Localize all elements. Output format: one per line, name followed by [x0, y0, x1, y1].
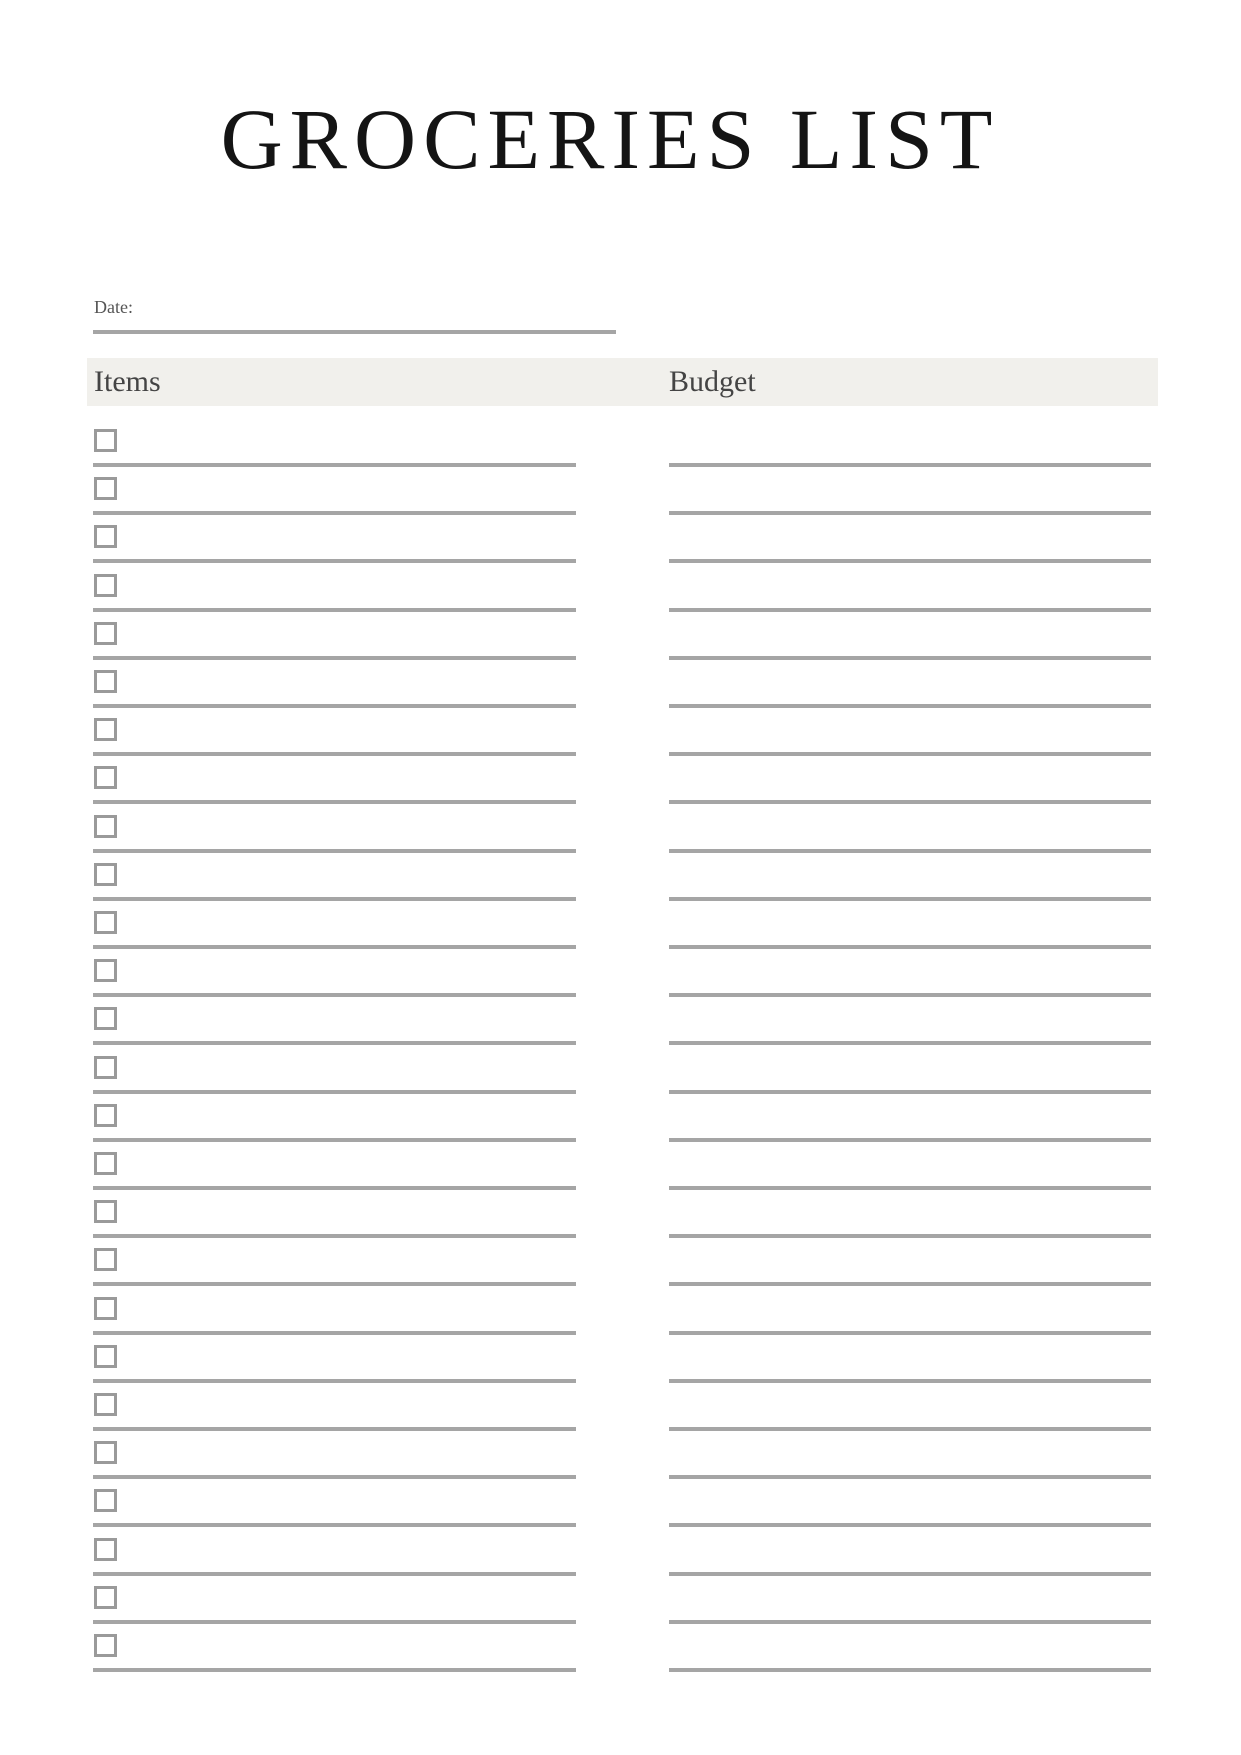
list-row: [0, 863, 1241, 911]
list-row: [0, 1297, 1241, 1345]
item-checkbox[interactable]: [94, 863, 117, 886]
list-row: [0, 1007, 1241, 1055]
item-entry-line[interactable]: [93, 1572, 576, 1576]
item-checkbox[interactable]: [94, 574, 117, 597]
list-row: [0, 815, 1241, 863]
list-row: [0, 1489, 1241, 1537]
item-entry-line[interactable]: [93, 1523, 576, 1527]
item-entry-line[interactable]: [93, 1427, 576, 1431]
list-row: [0, 1152, 1241, 1200]
list-row: [0, 1634, 1241, 1682]
item-entry-line[interactable]: [93, 511, 576, 515]
item-entry-line[interactable]: [93, 1379, 576, 1383]
item-entry-line[interactable]: [93, 1138, 576, 1142]
item-checkbox[interactable]: [94, 1104, 117, 1127]
list-row: [0, 525, 1241, 573]
list-row: [0, 766, 1241, 814]
item-checkbox[interactable]: [94, 718, 117, 741]
budget-column-header: Budget: [669, 365, 756, 398]
budget-entry-line[interactable]: [669, 1331, 1151, 1335]
date-label: Date:: [94, 297, 133, 317]
list-row: [0, 911, 1241, 959]
budget-entry-line[interactable]: [669, 704, 1151, 708]
budget-entry-line[interactable]: [669, 993, 1151, 997]
budget-entry-line[interactable]: [669, 1186, 1151, 1190]
item-entry-line[interactable]: [93, 1041, 576, 1045]
list-row: [0, 1538, 1241, 1586]
item-checkbox[interactable]: [94, 1248, 117, 1271]
item-checkbox[interactable]: [94, 1297, 117, 1320]
item-entry-line[interactable]: [93, 1668, 576, 1672]
item-checkbox[interactable]: [94, 1007, 117, 1030]
page-title: GROCERIES LIST: [220, 91, 1000, 187]
budget-entry-line[interactable]: [669, 1234, 1151, 1238]
item-entry-line[interactable]: [93, 993, 576, 997]
budget-entry-line[interactable]: [669, 1620, 1151, 1624]
item-entry-line[interactable]: [93, 752, 576, 756]
budget-entry-line[interactable]: [669, 1379, 1151, 1383]
item-checkbox[interactable]: [94, 1538, 117, 1561]
budget-entry-line[interactable]: [669, 559, 1151, 563]
budget-entry-line[interactable]: [669, 1523, 1151, 1527]
item-entry-line[interactable]: [93, 1186, 576, 1190]
item-entry-line[interactable]: [93, 608, 576, 612]
list-row: [0, 622, 1241, 670]
item-entry-line[interactable]: [93, 800, 576, 804]
item-entry-line[interactable]: [93, 656, 576, 660]
list-row: [0, 1441, 1241, 1489]
list-row: [0, 477, 1241, 525]
item-checkbox[interactable]: [94, 1056, 117, 1079]
budget-entry-line[interactable]: [669, 463, 1151, 467]
list-row: [0, 574, 1241, 622]
list-row: [0, 1056, 1241, 1104]
item-entry-line[interactable]: [93, 1282, 576, 1286]
item-entry-line[interactable]: [93, 1620, 576, 1624]
list-row: [0, 1104, 1241, 1152]
budget-entry-line[interactable]: [669, 849, 1151, 853]
item-entry-line[interactable]: [93, 1234, 576, 1238]
budget-entry-line[interactable]: [669, 608, 1151, 612]
item-checkbox[interactable]: [94, 477, 117, 500]
item-entry-line[interactable]: [93, 945, 576, 949]
item-checkbox[interactable]: [94, 1393, 117, 1416]
item-checkbox[interactable]: [94, 670, 117, 693]
item-checkbox[interactable]: [94, 1489, 117, 1512]
budget-entry-line[interactable]: [669, 1427, 1151, 1431]
budget-entry-line[interactable]: [669, 1138, 1151, 1142]
list-row: [0, 1345, 1241, 1393]
item-entry-line[interactable]: [93, 704, 576, 708]
item-checkbox[interactable]: [94, 1200, 117, 1223]
budget-entry-line[interactable]: [669, 656, 1151, 660]
list-row: [0, 1586, 1241, 1634]
item-entry-line[interactable]: [93, 463, 576, 467]
list-row: [0, 718, 1241, 766]
item-checkbox[interactable]: [94, 911, 117, 934]
item-entry-line[interactable]: [93, 1475, 576, 1479]
item-entry-line[interactable]: [93, 1090, 576, 1094]
item-checkbox[interactable]: [94, 525, 117, 548]
item-checkbox[interactable]: [94, 622, 117, 645]
list-row: [0, 670, 1241, 718]
list-row: [0, 1393, 1241, 1441]
item-checkbox[interactable]: [94, 1441, 117, 1464]
list-row: [0, 1200, 1241, 1248]
list-row: [0, 959, 1241, 1007]
budget-entry-line[interactable]: [669, 1041, 1151, 1045]
budget-entry-line[interactable]: [669, 1282, 1151, 1286]
items-column-header: Items: [94, 365, 161, 398]
budget-entry-line[interactable]: [669, 897, 1151, 901]
item-checkbox[interactable]: [94, 429, 117, 452]
budget-entry-line[interactable]: [669, 1668, 1151, 1672]
budget-entry-line[interactable]: [669, 752, 1151, 756]
list-row: [0, 429, 1241, 477]
item-checkbox[interactable]: [94, 1634, 117, 1657]
item-checkbox[interactable]: [94, 1152, 117, 1175]
item-entry-line[interactable]: [93, 1331, 576, 1335]
budget-entry-line[interactable]: [669, 511, 1151, 515]
budget-entry-line[interactable]: [669, 945, 1151, 949]
budget-entry-line[interactable]: [669, 1475, 1151, 1479]
item-checkbox[interactable]: [94, 815, 117, 838]
item-checkbox[interactable]: [94, 1586, 117, 1609]
list-row: [0, 1248, 1241, 1296]
item-checkbox[interactable]: [94, 1345, 117, 1368]
item-entry-line[interactable]: [93, 559, 576, 563]
item-checkbox[interactable]: [94, 959, 117, 982]
budget-entry-line[interactable]: [669, 1090, 1151, 1094]
item-checkbox[interactable]: [94, 766, 117, 789]
item-entry-line[interactable]: [93, 849, 576, 853]
budget-entry-line[interactable]: [669, 800, 1151, 804]
item-entry-line[interactable]: [93, 897, 576, 901]
budget-entry-line[interactable]: [669, 1572, 1151, 1576]
